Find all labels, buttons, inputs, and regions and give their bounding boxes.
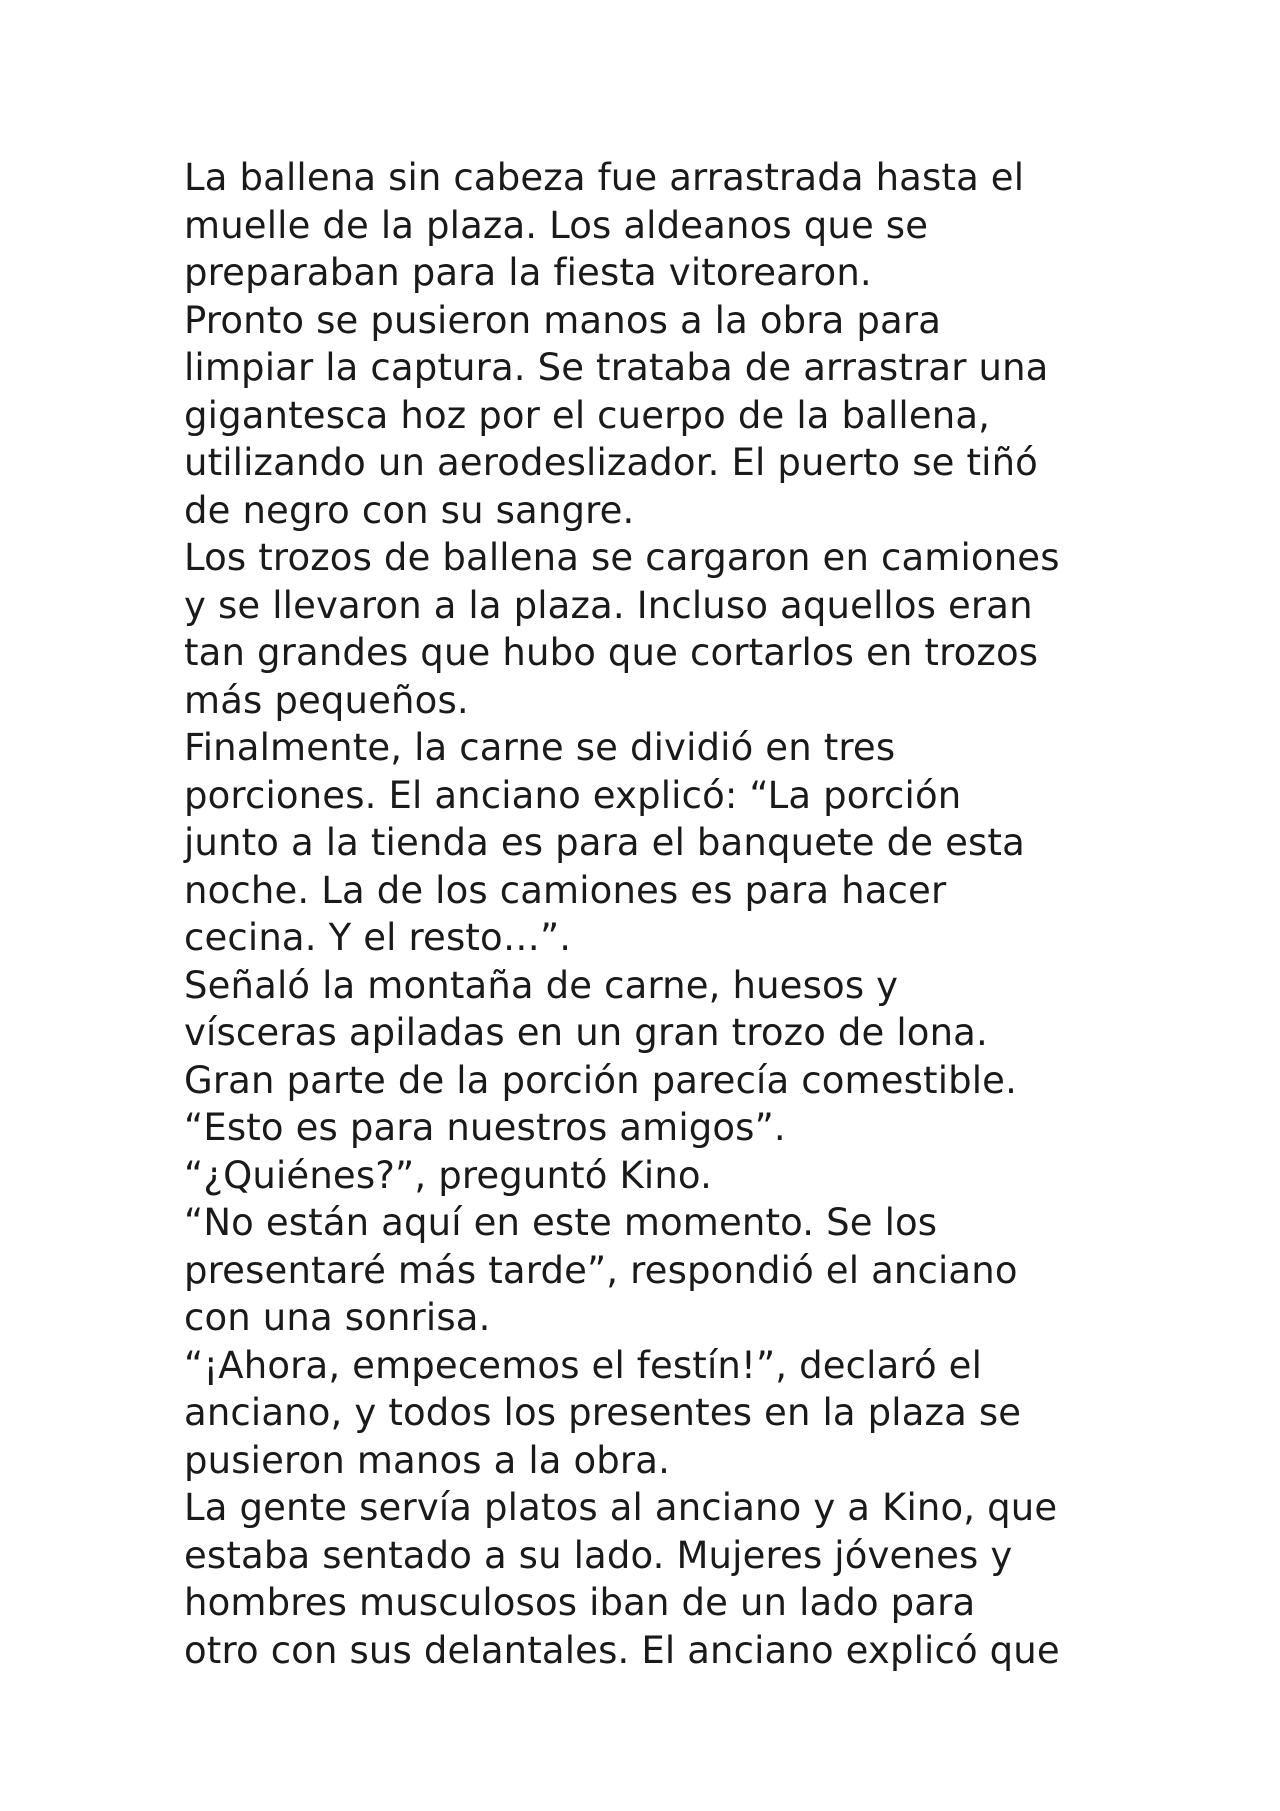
text-line: hombres musculosos iban de un lado para (184, 1581, 976, 1624)
text-line: Finalmente, la carne se dividió en tres (184, 726, 896, 769)
text-line: pusieron manos a la obra. (184, 1438, 671, 1482)
text-line: La gente servía platos al anciano y a Kino, que (184, 1486, 1058, 1529)
text-line: anciano, y todos los presentes en la plaza se (184, 1391, 1022, 1434)
text-line: tan grandes que hubo que cortarlos en trozos (184, 631, 1039, 674)
text-line: más pequeños. (184, 678, 469, 722)
text-line: limpiar la captura. Se trataba de arrastrar una (184, 346, 1049, 389)
text-line: porciones. El anciano explicó: “La porción (184, 773, 962, 817)
text-line: con una sonrisa. (184, 1296, 491, 1339)
text-line: presentaré más tarde”, respondió el anciano (184, 1248, 1018, 1292)
text-line: “Esto es para nuestros amigos”. (184, 1106, 786, 1149)
text-line: “No están aquí en este momento. Se los (184, 1201, 938, 1244)
text-line: estaba sentado a su lado. Mujeres jóvenes y (184, 1533, 1013, 1577)
text-line: Gran parte de la porción parecía comestible. (184, 1058, 1018, 1102)
text-line: y se llevaron a la plaza. Incluso aquellos eran (184, 583, 1033, 627)
text-line: “¡Ahora, empecemos el festín!”, declaró el (184, 1343, 983, 1387)
text-line: noche. La de los camiones es para hacer (184, 868, 947, 912)
text-line: cecina. Y el resto…”. (184, 916, 572, 959)
text-line: utilizando un aerodeslizador. El puerto se tiñó (184, 441, 1038, 484)
text-line: de negro con su sangre. (184, 488, 635, 532)
text-line: gigantesca hoz por el cuerpo de la ballena, (184, 393, 991, 437)
text-line: vísceras apiladas en un gran trozo de lona. (184, 1011, 988, 1054)
text-line: muelle de la plaza. Los aldeanos que se (184, 203, 929, 247)
text-line: otro con sus delantales. El anciano explicó que (184, 1628, 1060, 1672)
body-text (184, 154, 1124, 1674)
text-line: La ballena sin cabeza fue arrastrada hasta el (184, 156, 1025, 199)
text-line: Señaló la montaña de carne, huesos y (184, 963, 899, 1007)
text-line: Los trozos de ballena se cargaron en camiones (184, 536, 1060, 579)
text-line: junto a la tienda es para el banquete de esta (184, 821, 1025, 864)
text-line: “¿Quiénes?”, preguntó Kino. (184, 1153, 712, 1197)
text-line: preparaban para la fiesta vitorearon. (184, 251, 872, 294)
text-line: Pronto se pusieron manos a la obra para (184, 298, 942, 342)
